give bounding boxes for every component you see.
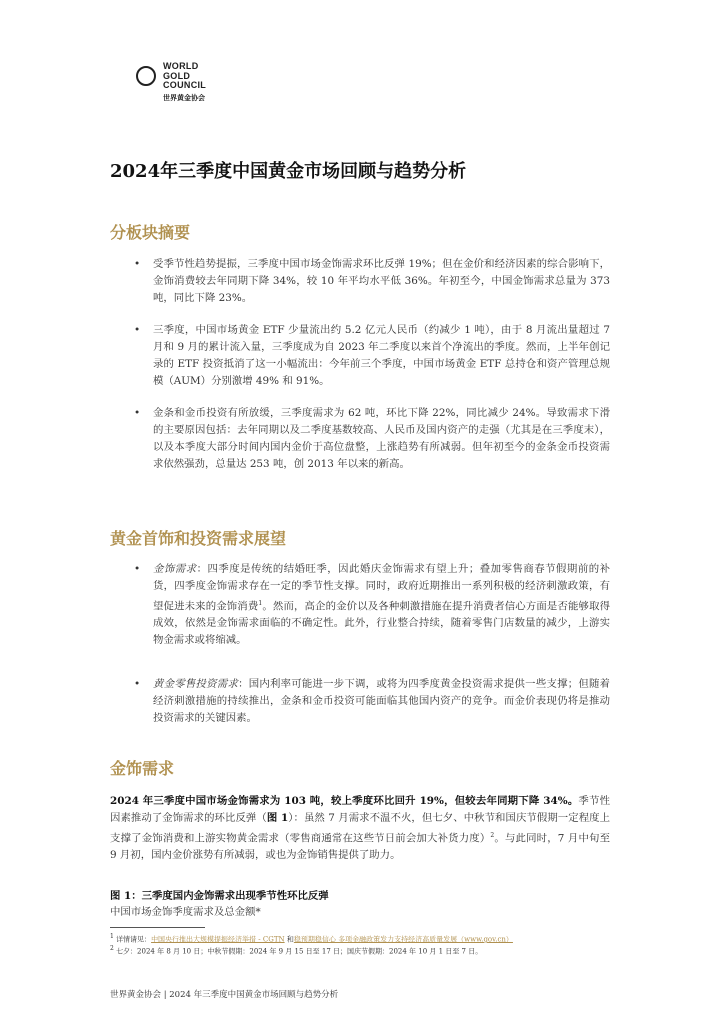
jewellery-lead: 2024 年三季度中国市场金饰需求为 103 吨，较上季度环比回升 19%，但较去年同期下降 34%。 <box>110 795 579 807</box>
summary-bullet: • 受季节性趋势提振，三季度中国市场金饰需求环比反弹 19%；但在金价和经济因素的综合影响下，金饰消费较去年同期下降 34%，较 10 年平均水平低 36%。年初至今，中国金饰需求总量为 373 吨，同比下降 23%。 <box>110 256 610 307</box>
footnote-2-number: 2 <box>110 945 114 952</box>
footnote-1-prefix: 详情请见： <box>116 935 152 944</box>
figure-subtitle: 中国市场金饰季度需求及总金额* <box>110 906 261 918</box>
outlook-jewellery-text-a: ：四季度是传统的结婚旺季，因此婚庆金饰需求有望上升；叠加零售商春节假期前的补货，四季度金饰需求存在一定的季节性支撑。同时，政府近期推出一系列积极的经济刺激政策，有望促进未来的金饰消费 <box>153 563 611 613</box>
jewellery-body-b: ）：虽然 7 月需求不温不火，但七夕、中秋节和国庆节假期一定程度上支撑了金饰消费和上游实物黄金需求（零售商通常在这些节日前会加大补货力度） <box>110 812 610 845</box>
footnote-link-cgtn[interactable]: 中国央行推出大规模提振经济举措 - CGTN <box>151 935 285 944</box>
summary-list <box>110 256 610 473</box>
outlook-investment-item <box>110 676 610 727</box>
footnote-1-number: 1 <box>110 933 114 940</box>
outlook-jewellery-text-b: 。然而，高企的金价以及各种刺激措施在提升消费者信心方面是否能够取得成效，依然是金饰需求面临的不确定性。此外，行业整合持续，随着零售门店数量的减少，上游实物金需求或将缩减。 <box>153 600 610 647</box>
outlook-investment-text: ：国内利率可能进一步下调，或将为四季度黄金投资需求提供一些支撑；但随着经济刺激措施的持续推出，金条和金币投资可能面临其他国内资产的竞争。而金价表现仍将是推动投资需求的关键因素。 <box>153 678 611 725</box>
page-footer: 世界黄金协会 | 2024 年三季度中国黄金市场回顾与趋势分析 <box>110 990 339 1000</box>
footnote-2 <box>110 945 482 956</box>
outlook-jewellery-item <box>110 561 610 649</box>
logo-line-1: WORLD <box>163 61 199 71</box>
page-title: 2024年三季度中国黄金市场回顾与趋势分析 <box>110 161 467 182</box>
jewellery-heading: 金饰需求 <box>110 759 175 778</box>
logo-chinese: 世界黄金协会 <box>163 94 205 102</box>
outlook-list <box>110 561 610 727</box>
figure-1-ref[interactable]: 图 1 <box>266 812 289 824</box>
footnote-ref-1[interactable]: 1 <box>258 600 263 607</box>
summary-bullet: • 三季度，中国市场黄金 ETF 少量流出约 5.2 亿元人民币（约减少 1 吨），由于 8 月流出量超过 7 月和 9 月的累计流入量，三季度成为自 2023 年二季度以来首个净流出的季度。然而，上半年创记录的 ETF 投资抵消了这一小幅流出：今年前三个季度，中国市场黄金 ETF 总持仓和资产管理总规模（AUM）分别激增 49% 和 91%。 <box>110 322 610 390</box>
summary-bullet: • 金条和金币投资有所放缓，三季度需求为 62 吨，环比下降 22%，同比减少 24%。导致需求下滑的主要原因包括：去年同期以及二季度基数较高、人民币及国内资产的走强（尤其是在三季度末），以及本季度大部分时间内国内金价于高位盘整，上涨趋势有所减弱。但年初至今的金条金币投资需求依然强劲，总量达 253 吨，创 2013 年以来的新高。 <box>110 405 610 473</box>
footnote-ref-2[interactable]: 2 <box>490 832 495 839</box>
footnote-2-text: 七夕：2024 年 8 月 10 日；中秋节假期：2024 年 9 月 15 日至 17 日；国庆节假期：2024 年 10 月 1 日至 7 日。 <box>116 947 483 956</box>
footnote-1 <box>110 933 513 944</box>
outlook-heading: 黄金首饰和投资需求展望 <box>110 529 287 548</box>
outlook-jewellery-label: 金饰需求 <box>153 563 197 575</box>
footnote-divider <box>110 927 205 928</box>
logo-line-3: COUNCIL <box>163 80 207 90</box>
wgc-logo-icon <box>136 66 156 86</box>
outlook-investment-label: 黄金零售投资需求 <box>153 678 239 691</box>
summary-heading: 分板块摘要 <box>110 223 191 242</box>
footnote-1-and: 和 <box>284 935 294 944</box>
jewellery-paragraph <box>110 793 610 864</box>
jewellery-body-a: 季节性因素推动了金饰需求的环比反弹（ <box>110 795 611 824</box>
logo-line-2: GOLD <box>163 70 191 81</box>
footnote-link-gov[interactable]: 稳预期稳信心 多项金融政策发力支持经济高质量发展（www.gov.cn） <box>293 935 513 944</box>
figure-title: 图 1：三季度国内金饰需求出现季节性环比反弹 <box>110 890 329 902</box>
jewellery-body-c: 。与此同时，7 月中旬至 9 月初，国内金价涨势有所减弱，或也为金饰销售提供了助力。 <box>110 832 610 862</box>
wgc-logo <box>136 62 206 103</box>
